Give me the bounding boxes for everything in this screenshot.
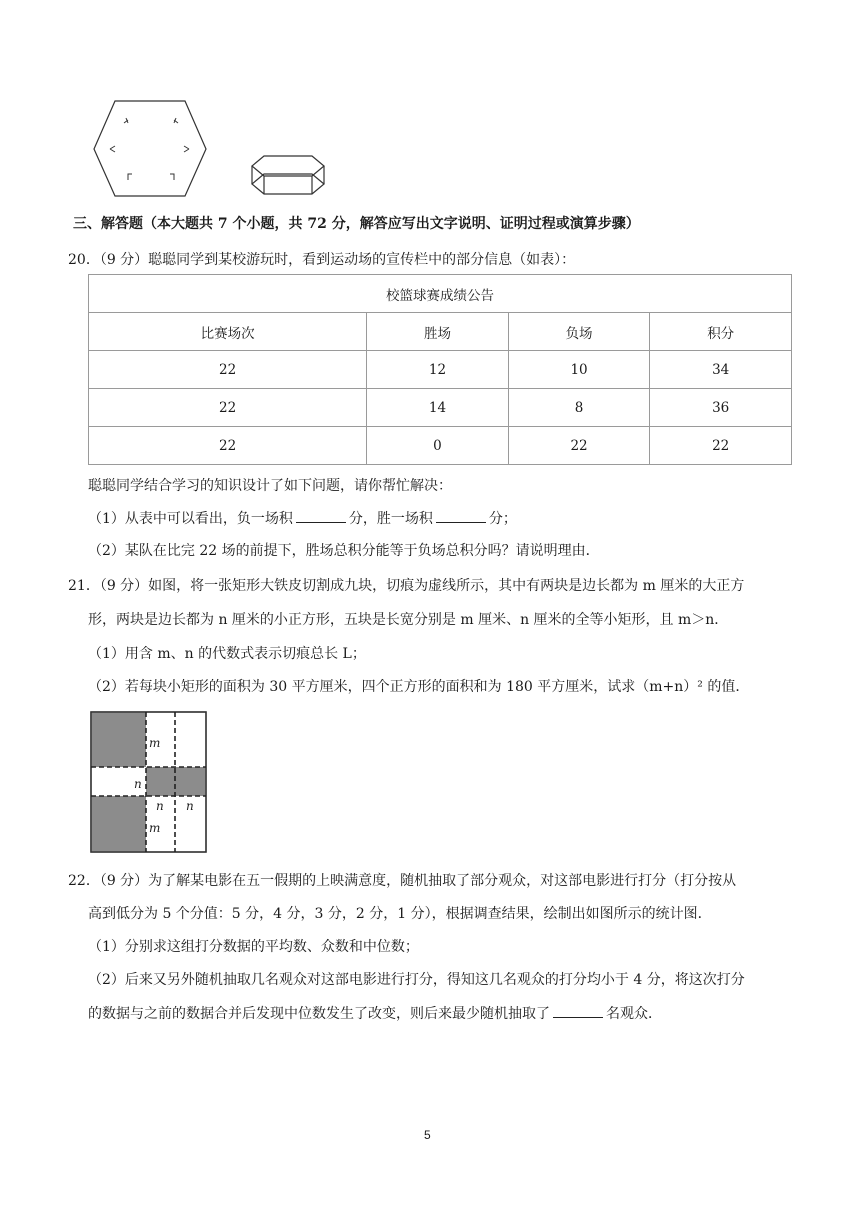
hexagonal-prism-figure: [248, 152, 328, 198]
q21-line2: 形，两块是边长都为 n 厘米的小正方形，五块是长宽分别是 m 厘米、n 厘米的全等小矩形，且 m＞n．: [88, 612, 729, 628]
figure-label: m: [149, 821, 161, 835]
table-header-cell: 比赛场次: [89, 313, 367, 351]
table-row: [89, 427, 792, 465]
table-cell: 12: [367, 351, 509, 389]
table-cell: 22: [89, 427, 367, 465]
answer-blank[interactable]: [553, 1003, 603, 1018]
q21-part1: （1）用含 m、n 的代数式表示切痕总长 L；: [88, 646, 366, 662]
table-cell: 22: [650, 427, 792, 465]
figure-label: m: [149, 736, 161, 750]
large-square: [91, 712, 146, 767]
table-cell: 14: [367, 389, 509, 427]
answer-blank[interactable]: [436, 508, 486, 523]
q20-part1-text-c: 分；: [488, 511, 517, 527]
q22-line2: 高到低分为 5 个分值：5 分，4 分，3 分，2 分，1 分），根据调查结果，绘制出如图所示的统计图．: [88, 906, 712, 922]
figure-label: n: [186, 799, 194, 813]
q20-part1: [88, 508, 517, 529]
q21-part2: （2）若每块小矩形的面积为 30 平方厘米，四个正方形的面积和为 180 平方厘米，试求（m+n）² 的值．: [88, 679, 750, 695]
q20-lead: 聪聪同学结合学习的知识设计了如下问题，请你帮忙解决：: [88, 478, 452, 494]
small-square: [146, 767, 175, 796]
small-rectangle: [175, 767, 206, 796]
table-header-row: [89, 313, 792, 351]
table-cell: 8: [508, 389, 650, 427]
q20-intro: 20．（9 分）聪聪同学到某校游玩时，看到运动场的宣传栏中的部分信息（如表）：: [68, 252, 576, 268]
table-cell: 10: [508, 351, 650, 389]
q22-part2-line1: （2）后来又另外随机抽取几名观众对这部电影进行打分，得知这几名观众的打分均小于 4 分，将这次打分: [88, 972, 745, 988]
q20-part1-text-a: （1）从表中可以看出，负一场积: [88, 511, 293, 527]
table-cell: 22: [508, 427, 650, 465]
table-cell: 0: [367, 427, 509, 465]
table-cell: 22: [89, 351, 367, 389]
cut-rectangle-figure: [90, 711, 208, 854]
hexagon-figure: [88, 98, 212, 200]
q22-part2-line2: [88, 1003, 662, 1024]
figure-label: n: [156, 799, 164, 813]
answer-blank[interactable]: [296, 508, 346, 523]
q20-part2: （2）某队在比完 22 场的前提下，胜场总积分能等于负场总积分吗？请说明理由．: [88, 543, 600, 559]
section-heading: 三、解答题（本大题共 7 个小题，共 72 分，解答应写出文字说明、证明过程或演算步骤）: [73, 216, 640, 232]
table-cell: 36: [650, 389, 792, 427]
large-square: [91, 796, 146, 852]
table-title: 校篮球赛成绩公告: [89, 275, 792, 313]
q22-part2-text-b: 名观众．: [606, 1006, 662, 1022]
table-header-cell: 积分: [650, 313, 792, 351]
q22-line1: 22．（9 分）为了解某电影在五一假期的上映满意度，随机抽取了部分观众，对这部电影进行打分（打分按从: [68, 873, 737, 889]
table-header-cell: 胜场: [367, 313, 509, 351]
page-number: 5: [424, 1128, 431, 1142]
table-row: [89, 389, 792, 427]
figure-label: n: [134, 777, 142, 791]
table-cell: 34: [650, 351, 792, 389]
q20-part1-text-b: 分，胜一场积: [348, 511, 433, 527]
q22-part1: （1）分别求这组打分数据的平均数、众数和中位数；: [88, 939, 419, 955]
q21-line1: 21．（9 分）如图，将一张矩形大铁皮切割成九块，切痕为虚线所示，其中有两块是边长都为 m 厘米的大正方: [68, 578, 745, 594]
table-header-cell: 负场: [508, 313, 650, 351]
q22-part2-text-a: 的数据与之前的数据合并后发现中位数发生了改变，则后来最少随机抽取了: [88, 1006, 550, 1022]
table-cell: 22: [89, 389, 367, 427]
table-row: [89, 351, 792, 389]
score-table: [88, 274, 792, 465]
